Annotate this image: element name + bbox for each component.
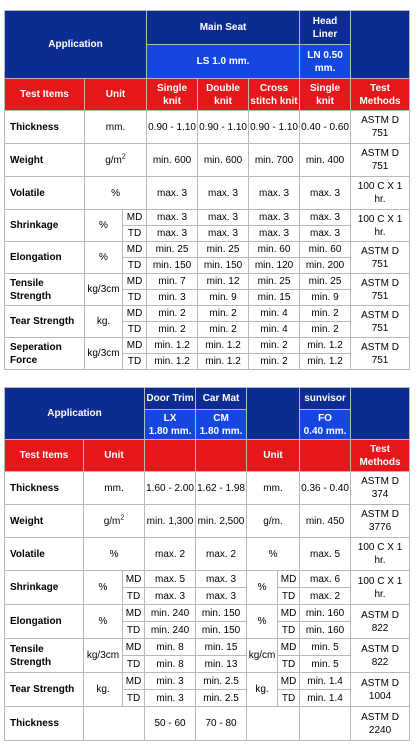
blank-red-1: [145, 440, 196, 472]
value-cell: min. 200: [300, 258, 351, 274]
value-cell: 0.36 - 0.40: [300, 472, 351, 505]
td-label: TD: [123, 588, 145, 605]
table-row: [5, 505, 410, 538]
md-label: MD: [123, 605, 145, 622]
value-cell: min. 5: [300, 639, 351, 656]
method-cell: ASTM D 751: [351, 306, 410, 338]
value-cell: max. 3: [196, 588, 247, 605]
table-row: [5, 707, 410, 741]
value-cell: max. 3: [147, 210, 198, 226]
value-cell: 0.90 - 1.10: [147, 111, 198, 144]
method-cell: ASTM D 751: [351, 274, 410, 306]
row-label: Weight: [5, 505, 84, 538]
value-cell: min. 1,300: [145, 505, 196, 538]
row-label: Thickness: [5, 707, 84, 741]
unit-cell: %: [85, 177, 147, 210]
unit-cell: %: [85, 242, 123, 274]
row-label: Tear Strength: [5, 306, 85, 338]
value-cell: max. 3: [249, 210, 300, 226]
unit-cell: %: [247, 571, 278, 605]
door-trim-spec-table: [4, 387, 410, 741]
blank-header-3: [351, 388, 410, 440]
unit-cell: kg/3cm: [84, 639, 123, 673]
unit-cell: kg.: [84, 673, 123, 707]
value-cell: min. 240: [145, 605, 196, 622]
value-cell: min. 8: [145, 656, 196, 673]
td-label: TD: [123, 622, 145, 639]
td-label: TD: [123, 322, 147, 338]
blank-red-3: [300, 440, 351, 472]
md-label: MD: [123, 673, 145, 690]
value-cell: min. 2: [147, 306, 198, 322]
table-row: [5, 605, 410, 622]
value-cell: min. 2: [198, 306, 249, 322]
value-cell: max. 3: [198, 177, 249, 210]
td-label: TD: [123, 258, 147, 274]
unit-cell: kg/3cm: [85, 338, 123, 370]
ls-grade: LS 1.0 mm.: [147, 45, 300, 79]
method-cell: ASTM D 2240: [351, 707, 410, 741]
unit-cell: kg.: [247, 673, 278, 707]
value-cell: max. 2: [145, 538, 196, 571]
value-cell: min. 3: [147, 290, 198, 306]
value-cell: min. 2.5: [196, 690, 247, 707]
td-label: TD: [123, 354, 147, 370]
value-cell: max. 3: [249, 226, 300, 242]
value-cell: min. 12: [198, 274, 249, 290]
method-cell: ASTM D 751: [351, 242, 410, 274]
table-row: [5, 210, 410, 226]
value-cell: max. 5: [300, 538, 351, 571]
unit-cell: kg.: [85, 306, 123, 338]
td-label: TD: [123, 656, 145, 673]
double-knit-header: Double knit: [198, 79, 249, 111]
method-cell: 100 C X 1 hr.: [351, 177, 410, 210]
method-cell: ASTM D 822: [351, 605, 410, 639]
row-label: Thickness: [5, 472, 84, 505]
value-cell: min. 400: [300, 144, 351, 177]
value-cell: min. 4: [249, 306, 300, 322]
unit-cell: mm.: [84, 472, 145, 505]
row-label: Tensile Strength: [5, 274, 85, 306]
value-cell: max. 3: [147, 226, 198, 242]
unit-header: Unit: [85, 79, 147, 111]
row-label: Elongation: [5, 605, 84, 639]
test-methods-header: Test Methods: [351, 79, 410, 111]
value-cell: min. 1.2: [300, 338, 351, 354]
value-cell: max. 6: [300, 571, 351, 588]
value-cell: max. 3: [300, 226, 351, 242]
unit-cell: %: [247, 605, 278, 639]
method-cell: 100 C X 1 hr.: [351, 210, 410, 242]
value-cell: min. 1.4: [300, 690, 351, 707]
td-label: TD: [123, 226, 147, 242]
value-cell: max. 3: [198, 210, 249, 226]
md-label: MD: [123, 571, 145, 588]
table-row: [5, 538, 410, 571]
unit-cell: [247, 707, 300, 741]
value-cell: min. 60: [249, 242, 300, 258]
unit-cell: %: [84, 605, 123, 639]
lx-grade: LX 1.80 mm.: [145, 410, 196, 440]
test-items-header-2: Test Items: [5, 440, 84, 472]
value-cell: max. 5: [145, 571, 196, 588]
blank-red-2: [196, 440, 247, 472]
md-label: MD: [278, 571, 300, 588]
md-label: MD: [123, 210, 147, 226]
main-seat-spec-table: [4, 10, 410, 370]
row-label: Shrinkage: [5, 571, 84, 605]
value-cell: min. 1.2: [147, 338, 198, 354]
value-cell: max. 2: [196, 538, 247, 571]
unit-cell: [84, 707, 145, 741]
application-header-2: Application: [5, 388, 145, 440]
method-cell: ASTM D 374: [351, 472, 410, 505]
value-cell: 1.62 - 1.98: [196, 472, 247, 505]
value-cell: min. 15: [196, 639, 247, 656]
value-cell: min. 1.2: [198, 338, 249, 354]
row-label: Volatile: [5, 538, 84, 571]
method-cell: ASTM D 1004: [351, 673, 410, 707]
value-cell: max. 3: [196, 571, 247, 588]
unit-cell: %: [85, 210, 123, 242]
value-cell: min. 150: [147, 258, 198, 274]
td-label: TD: [278, 690, 300, 707]
single-knit-header-2: Single knit: [300, 79, 351, 111]
table-row: [5, 177, 410, 210]
value-cell: max. 3: [147, 177, 198, 210]
unit-cell: kg/cm: [247, 639, 278, 673]
unit-cell: mm.: [85, 111, 147, 144]
value-cell: min. 2: [249, 354, 300, 370]
unit-cell: %: [84, 538, 145, 571]
head-liner-header: Head Liner: [300, 11, 351, 45]
table-row: [5, 338, 410, 354]
application-header: Application: [5, 11, 147, 79]
value-cell: max. 3: [145, 588, 196, 605]
cm-grade: CM 1.80 mm.: [196, 410, 247, 440]
door-trim-header: Door Trim: [145, 388, 196, 410]
value-cell: min. 60: [300, 242, 351, 258]
md-label: MD: [123, 639, 145, 656]
td-label: TD: [123, 690, 145, 707]
md-label: MD: [123, 338, 147, 354]
value-cell: 0.40 - 0.60: [300, 111, 351, 144]
td-label: TD: [123, 290, 147, 306]
table-row: [5, 472, 410, 505]
test-methods-header-2: Test Methods: [351, 440, 410, 472]
md-label: MD: [278, 605, 300, 622]
method-cell: 100 C X 1 hr.: [351, 571, 410, 605]
value-cell: min. 150: [196, 622, 247, 639]
value-cell: min. 120: [249, 258, 300, 274]
value-cell: min. 160: [300, 622, 351, 639]
cross-stitch-knit-header: Cross stitch knit: [249, 79, 300, 111]
method-cell: ASTM D 3776: [351, 505, 410, 538]
unit-cell: $g/m^2$: [85, 144, 147, 177]
value-cell: min. 2.5: [196, 673, 247, 690]
value-cell: max. 3: [300, 177, 351, 210]
value-cell: min. 600: [198, 144, 249, 177]
value-cell: min. 4: [249, 322, 300, 338]
ln-grade: LN 0.50 mm.: [300, 45, 351, 79]
value-cell: min. 150: [196, 605, 247, 622]
value-cell: 0.90 - 1.10: [249, 111, 300, 144]
table-row: [5, 639, 410, 656]
table-row: [5, 144, 410, 177]
table-row: [5, 242, 410, 258]
value-cell: min. 5: [300, 656, 351, 673]
value-cell: min. 13: [196, 656, 247, 673]
value-cell: min. 1.2: [147, 354, 198, 370]
table-row: [5, 673, 410, 690]
value-cell: max. 3: [198, 226, 249, 242]
unit-cell: %: [247, 538, 300, 571]
value-cell: min. 450: [300, 505, 351, 538]
value-cell: min. 25: [300, 274, 351, 290]
value-cell: max. 2: [300, 588, 351, 605]
value-cell: min. 1.2: [300, 354, 351, 370]
unit-cell: $g/m^2$: [84, 505, 145, 538]
sunvisor-header: sunvisor: [300, 388, 351, 410]
value-cell: min. 2: [300, 306, 351, 322]
value-cell: 0.90 - 1.10: [198, 111, 249, 144]
value-cell: 50 - 60: [145, 707, 196, 741]
value-cell: min. 1.4: [300, 673, 351, 690]
md-label: MD: [278, 673, 300, 690]
table-row: [5, 306, 410, 322]
table-row: [5, 111, 410, 144]
value-cell: max. 3: [249, 177, 300, 210]
value-cell: min. 600: [147, 144, 198, 177]
value-cell: min. 150: [198, 258, 249, 274]
method-cell: ASTM D 751: [351, 144, 410, 177]
unit-cell: g/m.: [247, 505, 300, 538]
unit-header-2: Unit: [84, 440, 145, 472]
value-cell: min. 1.2: [198, 354, 249, 370]
value-cell: 1.60 - 2.00: [145, 472, 196, 505]
td-label: TD: [278, 622, 300, 639]
value-cell: min. 7: [147, 274, 198, 290]
table-row: [5, 274, 410, 290]
value-cell: min. 2: [249, 338, 300, 354]
value-cell: min. 25: [198, 242, 249, 258]
unit-cell: mm.: [247, 472, 300, 505]
value-cell: min. 160: [300, 605, 351, 622]
row-label: Seperation Force: [5, 338, 85, 370]
value-cell: min. 25: [249, 274, 300, 290]
value-cell: [300, 707, 351, 741]
row-label: Elongation: [5, 242, 85, 274]
value-cell: min. 2,500: [196, 505, 247, 538]
method-cell: 100 C X 1 hr.: [351, 538, 410, 571]
row-label: Tear Strength: [5, 673, 84, 707]
row-label: Tensile Strength: [5, 639, 84, 673]
value-cell: min. 2: [198, 322, 249, 338]
row-label: Weight: [5, 144, 85, 177]
unit-cell: kg/3cm: [85, 274, 123, 306]
blank-header: [351, 11, 410, 79]
car-mat-header: Car Mat: [196, 388, 247, 410]
value-cell: 70 - 80: [196, 707, 247, 741]
single-knit-header: Single knit: [147, 79, 198, 111]
value-cell: min. 8: [145, 639, 196, 656]
fo-grade: FO 0.40 mm.: [300, 410, 351, 440]
value-cell: min. 9: [198, 290, 249, 306]
value-cell: min. 700: [249, 144, 300, 177]
value-cell: min. 3: [145, 690, 196, 707]
main-seat-header: Main Seat: [147, 11, 300, 45]
value-cell: min. 25: [147, 242, 198, 258]
method-cell: ASTM D 751: [351, 338, 410, 370]
value-cell: max. 3: [300, 210, 351, 226]
method-cell: ASTM D 822: [351, 639, 410, 673]
row-label: Volatile: [5, 177, 85, 210]
md-label: MD: [123, 274, 147, 290]
md-label: MD: [123, 242, 147, 258]
unit-cell: %: [84, 571, 123, 605]
test-items-header: Test Items: [5, 79, 85, 111]
value-cell: min. 9: [300, 290, 351, 306]
value-cell: min. 2: [300, 322, 351, 338]
blank-header-2: [247, 388, 300, 440]
value-cell: min. 240: [145, 622, 196, 639]
md-label: MD: [278, 639, 300, 656]
td-label: TD: [278, 588, 300, 605]
value-cell: min. 15: [249, 290, 300, 306]
md-label: MD: [123, 306, 147, 322]
row-label: Thickness: [5, 111, 85, 144]
unit-header-3: Unit: [247, 440, 300, 472]
row-label: Shrinkage: [5, 210, 85, 242]
td-label: TD: [278, 656, 300, 673]
method-cell: ASTM D 751: [351, 111, 410, 144]
table-row: [5, 571, 410, 588]
value-cell: min. 3: [145, 673, 196, 690]
value-cell: min. 2: [147, 322, 198, 338]
